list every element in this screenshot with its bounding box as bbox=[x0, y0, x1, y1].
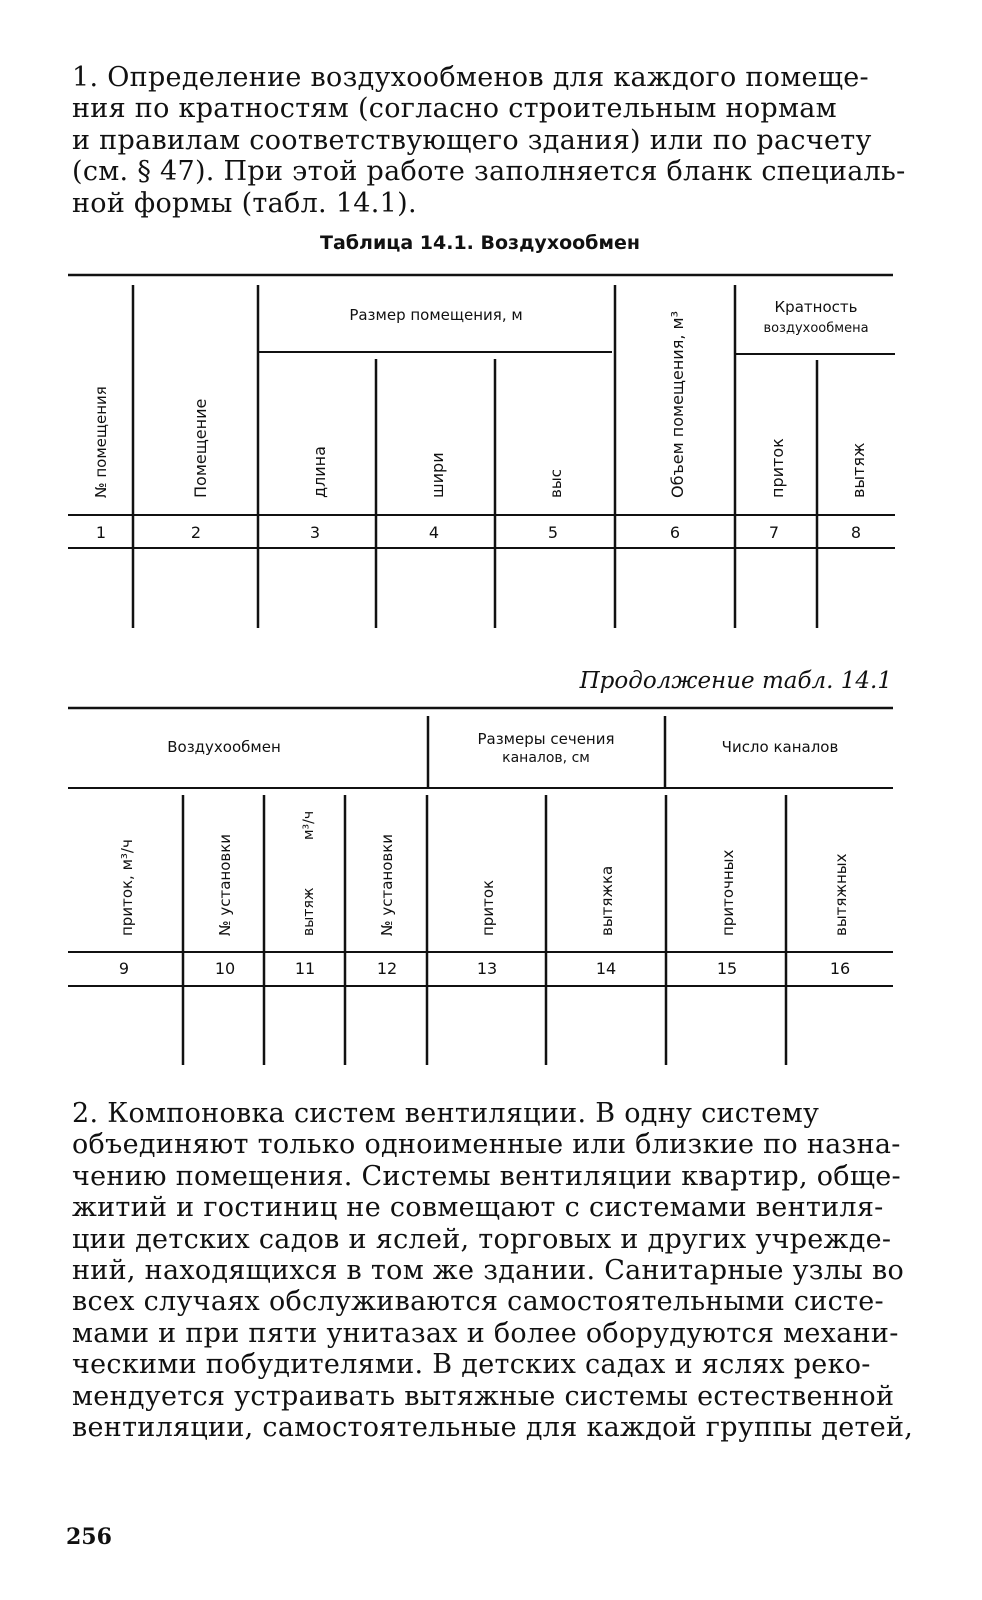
text-line: ческими побудителями. В детских садах и яслях реко- bbox=[72, 1349, 871, 1381]
header-exhaust-flow: вытяж bbox=[301, 887, 317, 936]
header-size-group: Размер помещения, м bbox=[349, 306, 523, 324]
col-number: 1 bbox=[95, 523, 107, 542]
col-number: 7 bbox=[768, 523, 780, 542]
header-room-number: № помещения bbox=[92, 386, 110, 498]
text-line: 1. Определение воздухообменов для каждого помеще- bbox=[72, 62, 869, 93]
table-caption: Таблица 14.1. Воздухообмен bbox=[320, 232, 640, 254]
col-number: 3 bbox=[309, 523, 321, 542]
col-number: 2 bbox=[190, 523, 202, 542]
col-number: 8 bbox=[850, 523, 862, 542]
col-number: 11 bbox=[294, 959, 316, 978]
text-line: и правилам соответствующего здания) или по расчету bbox=[72, 124, 872, 156]
header-channels-group: Число каналов bbox=[721, 738, 839, 756]
text-line: житий и гостиниц не совмещают с системами вентиля- bbox=[72, 1192, 884, 1224]
text-line: мами и при пяти унитазах и более оборудуются механи- bbox=[72, 1317, 899, 1349]
header-room: Помещение bbox=[191, 398, 210, 498]
text-line: ции детских садов и яслей, торговых и других учрежде- bbox=[72, 1223, 892, 1255]
header-width: шири bbox=[428, 452, 447, 498]
text-line: объединяют только одноименные или близкие по назна- bbox=[72, 1129, 901, 1161]
header-channels-supply: приточных bbox=[719, 849, 737, 936]
header-section-supply: приток bbox=[479, 879, 497, 936]
header-supply: приток bbox=[768, 438, 787, 498]
header-exhaust: вытяж bbox=[849, 442, 868, 498]
header-length: длина bbox=[310, 446, 329, 498]
paragraph-2 bbox=[72, 1098, 914, 1444]
col-number: 5 bbox=[547, 523, 559, 542]
page-number: 256 bbox=[66, 1524, 112, 1550]
header-rate-line2: воздухообмена bbox=[763, 321, 869, 336]
table-continuation-label: Продолжение табл. 14.1 bbox=[579, 668, 892, 694]
text-line: ной формы (табл. 14.1). bbox=[72, 187, 417, 219]
text-line: чению помещения. Системы вентиляции квартир, обще- bbox=[72, 1160, 901, 1192]
header-unit-number-2: № установки bbox=[378, 833, 396, 936]
col-number: 9 bbox=[118, 959, 130, 978]
header-channels-exhaust: вытяжных bbox=[832, 853, 850, 936]
header-volume: Объем помещения, м³ bbox=[668, 311, 687, 498]
col-number: 6 bbox=[669, 523, 681, 542]
header-airflow-group: Воздухообмен bbox=[167, 738, 281, 756]
col-number: 16 bbox=[829, 959, 851, 978]
col-number: 15 bbox=[716, 959, 738, 978]
header-section-exhaust: вытяжка bbox=[598, 865, 616, 936]
header-section-line1: Размеры сечения bbox=[477, 730, 615, 748]
col-number: 4 bbox=[428, 523, 440, 542]
col-number: 13 bbox=[476, 959, 498, 978]
col-number: 14 bbox=[595, 959, 617, 978]
text-line: всех случаях обслуживаются самостоятельными систе- bbox=[72, 1286, 884, 1318]
header-section-line2: каналов, см bbox=[502, 750, 590, 766]
header-rate-line1: Кратность bbox=[774, 298, 858, 316]
text-line: ний, находящихся в том же здании. Санитарные узлы во bbox=[72, 1255, 905, 1287]
text-line: ния по кратностям (согласно строительным нормам bbox=[72, 93, 837, 125]
header-unit-number-1: № установки bbox=[216, 833, 234, 936]
col-number: 12 bbox=[376, 959, 398, 978]
header-supply-flow: приток, м³/ч bbox=[118, 839, 136, 936]
text-line: мендуется устраивать вытяжные системы естественной bbox=[72, 1380, 895, 1412]
text-line: (см. § 47). При этой работе заполняется бланк специаль- bbox=[72, 156, 906, 188]
header-exhaust-flow-unit: м³/ч bbox=[301, 810, 317, 840]
col-number: 10 bbox=[214, 959, 236, 978]
text-line: вентиляции, самостоятельные для каждой группы детей, bbox=[72, 1412, 914, 1444]
text-line: 2. Компоновка систем вентиляции. В одну систему bbox=[72, 1098, 820, 1129]
header-height: выс bbox=[547, 469, 565, 498]
